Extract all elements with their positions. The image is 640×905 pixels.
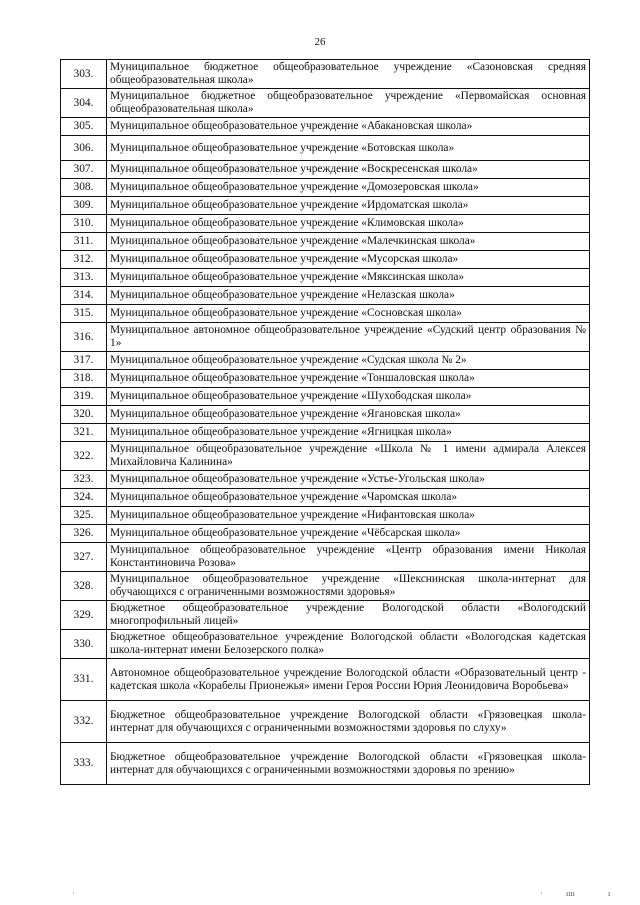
page-number: 26: [314, 36, 326, 48]
institution-name: Муниципальное общеобразовательное учреждение «Ягницкая школа»: [107, 424, 590, 442]
institution-name: Муниципальное общеобразовательное учреждение «Нелазская школа»: [107, 287, 590, 305]
institution-name: Муниципальное общеобразовательное учреждение «Устье-Угольская школа»: [107, 471, 590, 489]
institution-name: Бюджетное общеобразовательное учреждение Вологодской области «Грязовецкая школа-интернат для обучающихся с ограниченными возможностями здоровья по слуху»: [107, 701, 590, 743]
institution-name: Муниципальное общеобразовательное учреждение «Судская школа № 2»: [107, 352, 590, 370]
row-number: 324.: [61, 489, 107, 507]
table-row: [61, 352, 590, 370]
institutions-table: [60, 59, 590, 785]
table-row: [61, 743, 590, 785]
row-number: 331.: [61, 659, 107, 701]
institution-name: Муниципальное общеобразовательное учреждение «Малечкинская школа»: [107, 233, 590, 251]
table-row: [61, 233, 590, 251]
institution-name: Муниципальное общеобразовательное учреждение «Тоншаловская школа»: [107, 370, 590, 388]
institution-name: Муниципальное общеобразовательное учреждение «Ягановская школа»: [107, 406, 590, 424]
row-number: 326.: [61, 525, 107, 543]
scan-artifacts: [0, 889, 640, 899]
table-row: [61, 287, 590, 305]
row-number: 320.: [61, 406, 107, 424]
institution-name: Муниципальное общеобразовательное учреждение «Домозеровская школа»: [107, 179, 590, 197]
institution-name: Муниципальное общеобразовательное учреждение «Школа № 1 имени адмирала Алексея Михайловича Калинина»: [107, 442, 590, 471]
row-number: 308.: [61, 179, 107, 197]
row-number: 310.: [61, 215, 107, 233]
row-number: 304.: [61, 89, 107, 118]
row-number: 305.: [61, 118, 107, 136]
institution-name: Бюджетное общеобразовательное учреждение Вологодской области «Вологодская кадетская школа-интернат имени Белозерского полка»: [107, 630, 590, 659]
institution-name: Муниципальное общеобразовательное учреждение «Чаромская школа»: [107, 489, 590, 507]
table-row: [61, 601, 590, 630]
institution-name: Муниципальное бюджетное общеобразовательное учреждение «Первомайская основная общеобразовательная школа»: [107, 89, 590, 118]
scan-mark: ·: [72, 889, 75, 898]
row-number: 329.: [61, 601, 107, 630]
table-row: [61, 471, 590, 489]
institution-name: Муниципальное общеобразовательное учреждение «Сосновская школа»: [107, 305, 590, 323]
row-number: 316.: [61, 323, 107, 352]
table-row: [61, 525, 590, 543]
table-row: [61, 659, 590, 701]
table-row: [61, 543, 590, 572]
institution-name: Муниципальное общеобразовательное учреждение «Мусорская школа»: [107, 251, 590, 269]
table-row: [61, 388, 590, 406]
institution-name: Муниципальное общеобразовательное учреждение «Шекснинская школа-интернат для обучающихся с ограниченными возможностями здоровья»: [107, 572, 590, 601]
table-row: [61, 60, 590, 89]
table-row: [61, 424, 590, 442]
table-row: [61, 630, 590, 659]
row-number: 318.: [61, 370, 107, 388]
table-row: [61, 136, 590, 161]
institution-name: Муниципальное общеобразовательное учреждение «Нифантовская школа»: [107, 507, 590, 525]
scan-mark: ı: [608, 889, 611, 898]
table-row: [61, 406, 590, 424]
row-number: 323.: [61, 471, 107, 489]
table-body: [61, 60, 590, 785]
institution-name: Муниципальное общеобразовательное учреждение «Ирдоматская школа»: [107, 197, 590, 215]
row-number: 311.: [61, 233, 107, 251]
row-number: 314.: [61, 287, 107, 305]
row-number: 307.: [61, 161, 107, 179]
table-row: [61, 572, 590, 601]
institution-name: Муниципальное общеобразовательное учреждение «Центр образования имени Николая Константиновича Розова»: [107, 543, 590, 572]
institution-name: Муниципальное автономное общеобразовательное учреждение «Судский центр образования № 1»: [107, 323, 590, 352]
row-number: 309.: [61, 197, 107, 215]
table-row: [61, 179, 590, 197]
row-number: 306.: [61, 136, 107, 161]
institution-name: Муниципальное общеобразовательное учреждение «Абакановская школа»: [107, 118, 590, 136]
table-row: [61, 305, 590, 323]
row-number: 327.: [61, 543, 107, 572]
institution-name: Бюджетное общеобразовательное учреждение Вологодской области «Грязовецкая школа-интернат для обучающихся с ограниченными возможностями здоровья по зрению»: [107, 743, 590, 785]
row-number: 321.: [61, 424, 107, 442]
scan-mark: ıııı: [566, 889, 575, 898]
institution-name: Муниципальное общеобразовательное учреждение «Шухободская школа»: [107, 388, 590, 406]
table-row: [61, 701, 590, 743]
scan-mark: ·: [540, 889, 543, 898]
table-row: [61, 323, 590, 352]
row-number: 333.: [61, 743, 107, 785]
row-number: 332.: [61, 701, 107, 743]
table-row: [61, 251, 590, 269]
row-number: 317.: [61, 352, 107, 370]
institution-name: Муниципальное общеобразовательное учреждение «Климовская школа»: [107, 215, 590, 233]
row-number: 325.: [61, 507, 107, 525]
table-row: [61, 269, 590, 287]
table-row: [61, 489, 590, 507]
row-number: 328.: [61, 572, 107, 601]
table-row: [61, 89, 590, 118]
table-row: [61, 215, 590, 233]
table-row: [61, 161, 590, 179]
row-number: 303.: [61, 60, 107, 89]
institution-name: Муниципальное общеобразовательное учреждение «Воскресенская школа»: [107, 161, 590, 179]
table-row: [61, 118, 590, 136]
row-number: 313.: [61, 269, 107, 287]
row-number: 330.: [61, 630, 107, 659]
table-row: [61, 507, 590, 525]
institution-name: Муниципальное бюджетное общеобразовательное учреждение «Сазоновская средняя общеобразовательная школа»: [107, 60, 590, 89]
institution-name: Муниципальное общеобразовательное учреждение «Ботовская школа»: [107, 136, 590, 161]
row-number: 322.: [61, 442, 107, 471]
row-number: 319.: [61, 388, 107, 406]
table-row: [61, 197, 590, 215]
institution-name: Автономное общеобразовательное учреждение Вологодской области «Образовательный центр - кадетская школа «Корабелы Прионежья» имени Героя России Юрия Леонидовича Воробьева»: [107, 659, 590, 701]
institution-name: Бюджетное общеобразовательное учреждение Вологодской области «Вологодский многопрофильный лицей»: [107, 601, 590, 630]
row-number: 312.: [61, 251, 107, 269]
table-row: [61, 370, 590, 388]
table-row: [61, 442, 590, 471]
row-number: 315.: [61, 305, 107, 323]
institution-name: Муниципальное общеобразовательное учреждение «Мяксинская школа»: [107, 269, 590, 287]
institution-name: Муниципальное общеобразовательное учреждение «Чёбсарская школа»: [107, 525, 590, 543]
